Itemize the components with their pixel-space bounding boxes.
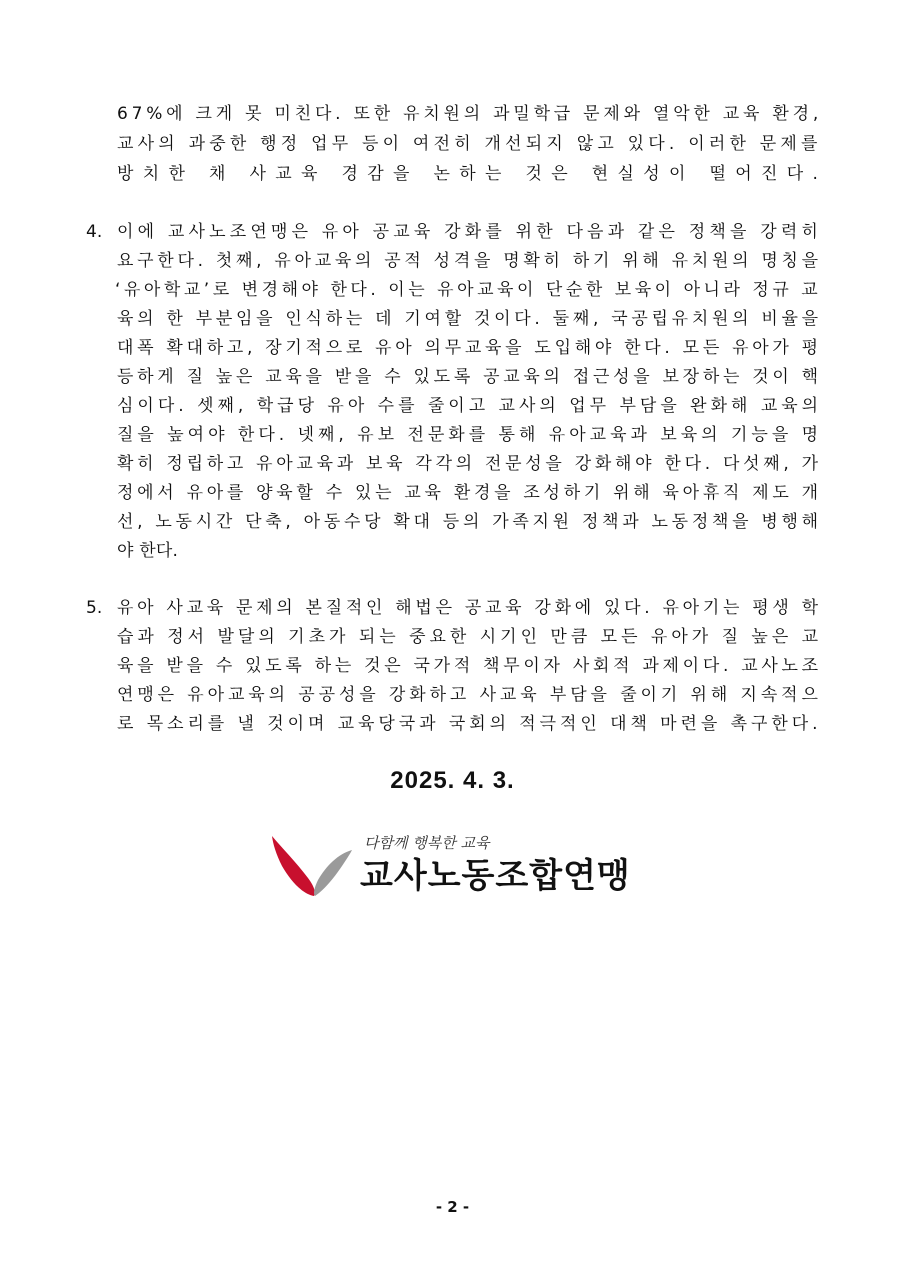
document-date: 2025. 4. 3. [390,767,515,794]
paragraph-number: 5. [86,598,103,618]
text-line: 로 목소리를 낼 것이며 교육당국과 국회의 적극적인 대책 마련을 촉구한다. [117,714,822,734]
text-line: ‘유아학교’로 변경해야 한다. 이는 유아교육이 단순한 보육이 아니라 정규 교 [115,280,822,300]
logo-tagline: 다함께 행복한 교육 [364,834,490,852]
text-line: 요구한다. 첫째, 유아교육의 공적 성격을 명확히 하기 위해 유치원의 명칭을 [117,251,822,271]
text-line: 방치한 채 사교육 경감을 논하는 것은 현실성이 떨어진다. [117,164,828,184]
text-line: 습과 정서 발달의 기초가 되는 중요한 시기인 만큼 모든 유아가 질 높은 교 [117,627,823,647]
organization-name: 교사노동조합연맹 [360,856,631,896]
text-line: 유아 사교육 문제의 본질적인 해법은 공교육 강화에 있다. 유아기는 평생 학 [117,598,822,618]
page-number: - 2 - [435,1198,470,1216]
text-line: 등하게 질 높은 교육을 받을 수 있도록 공교육의 접근성을 보장하는 것이 핵 [117,367,822,387]
text-line: 육의 한 부분임을 인식하는 데 기여할 것이다. 둘째, 국공립유치원의 비율을 [117,309,822,329]
paragraph-number: 4. [86,222,103,242]
text-line: 육을 받을 수 있도록 하는 것은 국가적 책무이자 사회적 과제이다. 교사노조 [117,656,822,676]
text-line: 선, 노동시간 단축, 아동수당 확대 등의 가족지원 정책과 노동정책을 병행해 [117,512,822,532]
text-line: 확히 정립하고 유아교육과 보육 각각의 전문성을 강화해야 한다. 다섯째, 가 [117,454,822,474]
text-line: 67%에 크게 못 미친다. 또한 유치원의 과밀학급 문제와 열악한 교육 환경, [117,104,823,124]
text-line: 대폭 확대하고, 장기적으로 유아 의무교육을 도입해야 한다. 모든 유아가 평 [117,338,822,358]
text-line: 교사의 과중한 행정 업무 등이 여전히 개선되지 않고 있다. 이러한 문제를 [117,134,822,154]
text-line: 야 한다. [117,541,179,561]
text-line: 이에 교사노조연맹은 유아 공교육 강화를 위한 다음과 같은 정책을 강력히 [117,222,823,242]
organization-logo [268,834,648,902]
text-line: 심이다. 셋째, 학급당 유아 수를 줄이고 교사의 업무 부담을 완화해 교육의 [117,396,823,416]
text-line: 질을 높여야 한다. 넷째, 유보 전문화를 통해 유아교육과 보육의 기능을 명 [117,425,823,445]
text-line: 연맹은 유아교육의 공공성을 강화하고 사교육 부담을 줄이기 위해 지속적으 [117,685,822,705]
text-line: 정에서 유아를 양육할 수 있는 교육 환경을 조성하기 위해 육아휴직 제도 개 [117,483,822,503]
leaf-logo-icon [268,834,358,902]
